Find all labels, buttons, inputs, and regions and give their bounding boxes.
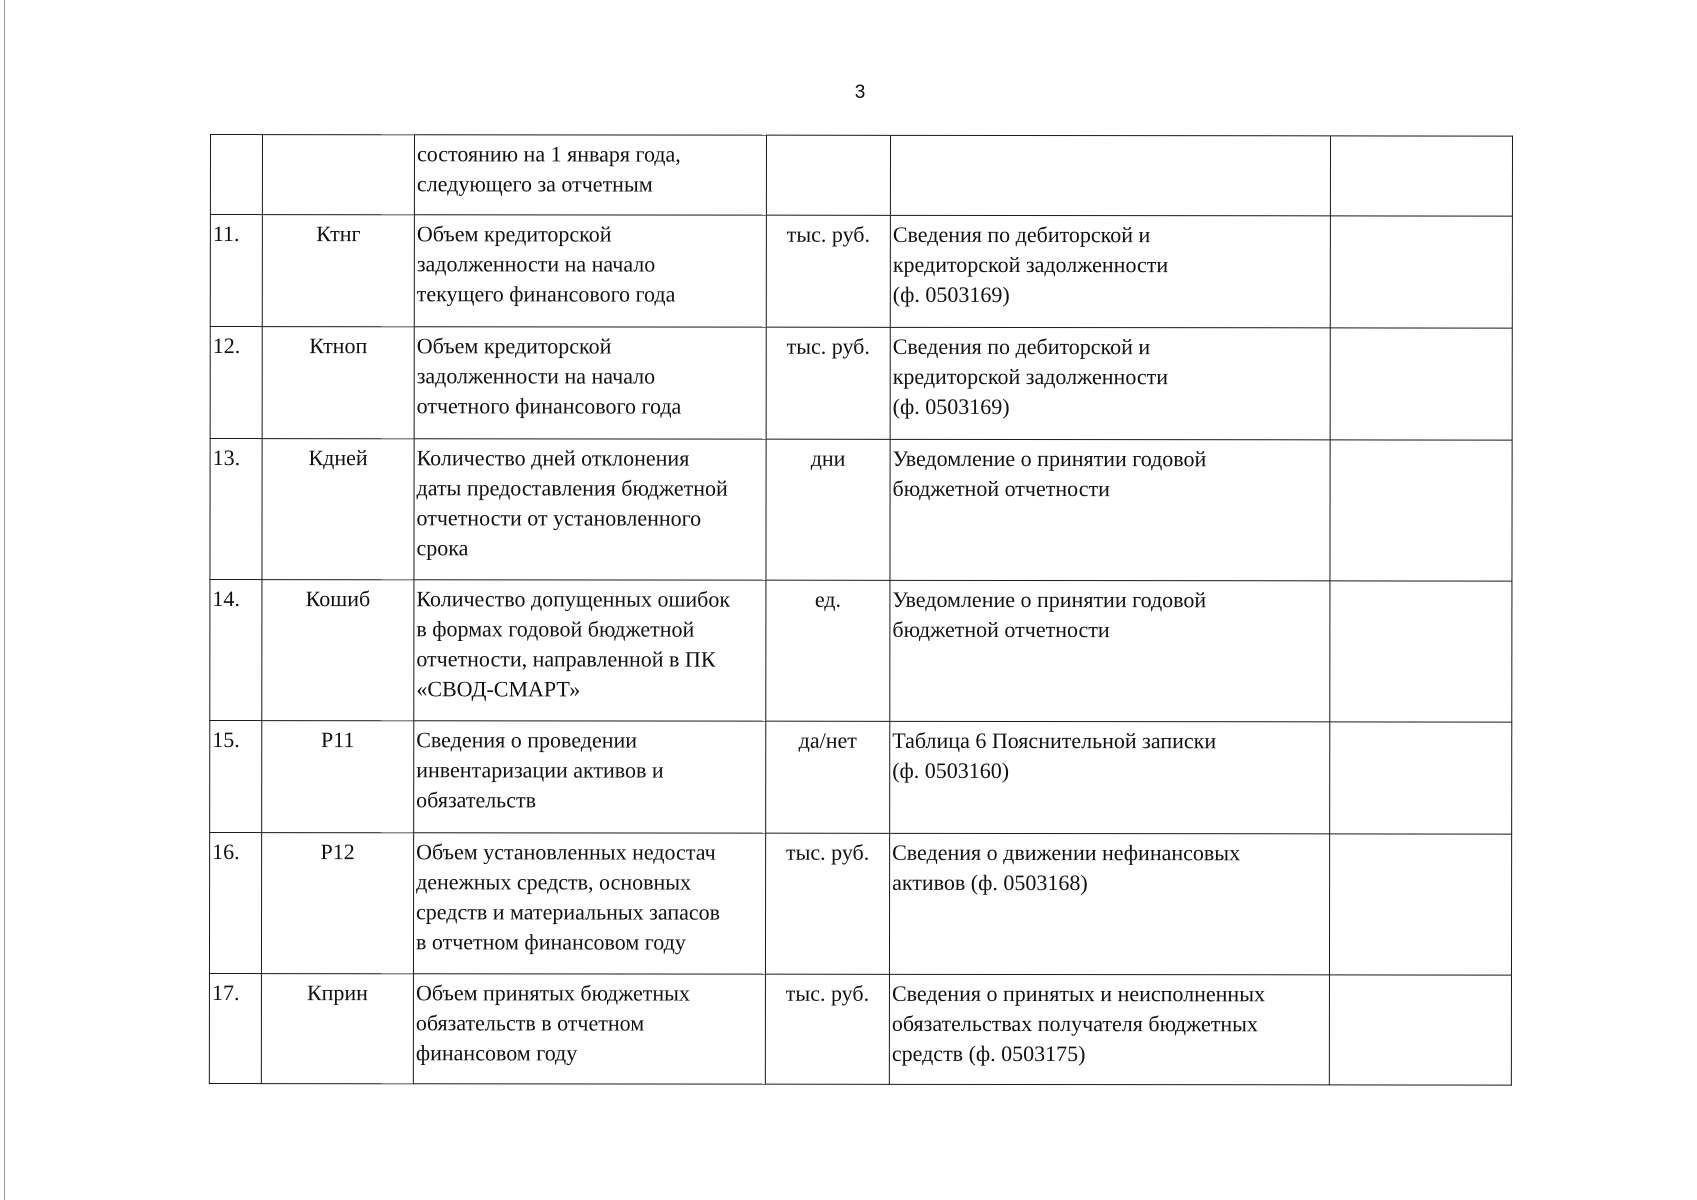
indicator-code-cell: Р12	[261, 833, 413, 974]
row-number-cell: 13.	[210, 439, 262, 580]
unit-cell: дни	[766, 439, 890, 580]
table-row	[210, 721, 1512, 835]
row-number-cell: 15.	[210, 721, 262, 833]
extra-cell	[1330, 216, 1512, 328]
indicator-name-cell: Объем кредиторской задолженности на начало текущего финансового года	[414, 215, 766, 327]
indicator-code-cell: Кошиб	[262, 580, 414, 721]
unit-cell: тыс. руб.	[766, 215, 890, 327]
table-row	[210, 580, 1512, 723]
unit-cell: тыс. руб.	[765, 974, 889, 1084]
row-number-cell	[210, 135, 262, 215]
source-cell	[890, 135, 1330, 216]
unit-cell	[766, 135, 890, 215]
indicator-name-cell: Количество допущенных ошибок в формах годовой бюджетной отчетности, направленной в ПК «СВОД-СМАРТ»	[414, 580, 766, 721]
extra-cell	[1329, 834, 1511, 975]
source-cell: Таблица 6 Пояснительной записки (ф. 0503160)	[890, 721, 1330, 834]
source-cell: Уведомление о принятии годовой бюджетной отчетности	[890, 439, 1330, 581]
indicator-name-cell: Сведения о проведении инвентаризации активов и обязательств	[414, 721, 766, 833]
indicator-code-cell: Ктнг	[262, 215, 414, 327]
table-row	[210, 327, 1512, 441]
indicator-code-cell: Ктноп	[262, 327, 414, 439]
indicator-code-cell: Р11	[262, 721, 414, 833]
row-number-cell: 11.	[210, 215, 262, 327]
source-cell: Сведения о принятых и неисполненных обязательствах получателя бюджетных средств (ф. 0503175)	[889, 974, 1329, 1085]
indicator-name-cell: состоянию на 1 января года, следующего за отчетным	[414, 135, 766, 215]
extra-cell	[1330, 328, 1512, 440]
extra-cell	[1330, 136, 1512, 216]
extra-cell	[1329, 975, 1511, 1085]
unit-cell: тыс. руб.	[766, 327, 890, 439]
table-row	[209, 974, 1511, 1086]
indicator-name-cell: Объем кредиторской задолженности на начало отчетного финансового года	[414, 327, 766, 439]
row-number-cell: 16.	[209, 833, 261, 974]
row-number-cell: 12.	[210, 327, 262, 439]
indicators-table	[209, 134, 1513, 1086]
table-row	[209, 833, 1511, 976]
indicator-name-cell: Объем установленных недостач денежных средств, основных средств и материальных запасов в отчетном финансовом году	[413, 833, 765, 974]
indicator-name-cell: Объем принятых бюджетных обязательств в отчетном финансовом году	[413, 974, 765, 1084]
unit-cell: да/нет	[766, 721, 890, 833]
indicator-name-cell: Количество дней отклонения даты предоставления бюджетной отчетности от установленного срока	[414, 439, 766, 580]
row-number-cell: 14.	[210, 580, 262, 721]
page-number: 3	[854, 82, 866, 103]
scan-edge-line	[4, 0, 5, 1200]
indicator-code-cell: Кприн	[261, 974, 413, 1084]
source-cell: Сведения по дебиторской и кредиторской задолженности (ф. 0503169)	[890, 327, 1330, 440]
indicator-code-cell: Кдней	[262, 439, 414, 580]
extra-cell	[1330, 440, 1512, 581]
unit-cell: тыс. руб.	[765, 833, 889, 974]
table-row	[210, 439, 1512, 582]
source-cell: Сведения по дебиторской и кредиторской задолженности (ф. 0503169)	[890, 215, 1330, 328]
table-row	[210, 215, 1512, 329]
indicator-code-cell	[262, 135, 414, 215]
source-cell: Сведения о движении нефинансовых активов (ф. 0503168)	[889, 833, 1329, 975]
source-cell: Уведомление о принятии годовой бюджетной отчетности	[890, 580, 1330, 722]
extra-cell	[1330, 722, 1512, 834]
unit-cell: ед.	[766, 580, 890, 721]
extra-cell	[1330, 581, 1512, 722]
table-row	[210, 135, 1512, 217]
row-number-cell: 17.	[209, 974, 261, 1084]
